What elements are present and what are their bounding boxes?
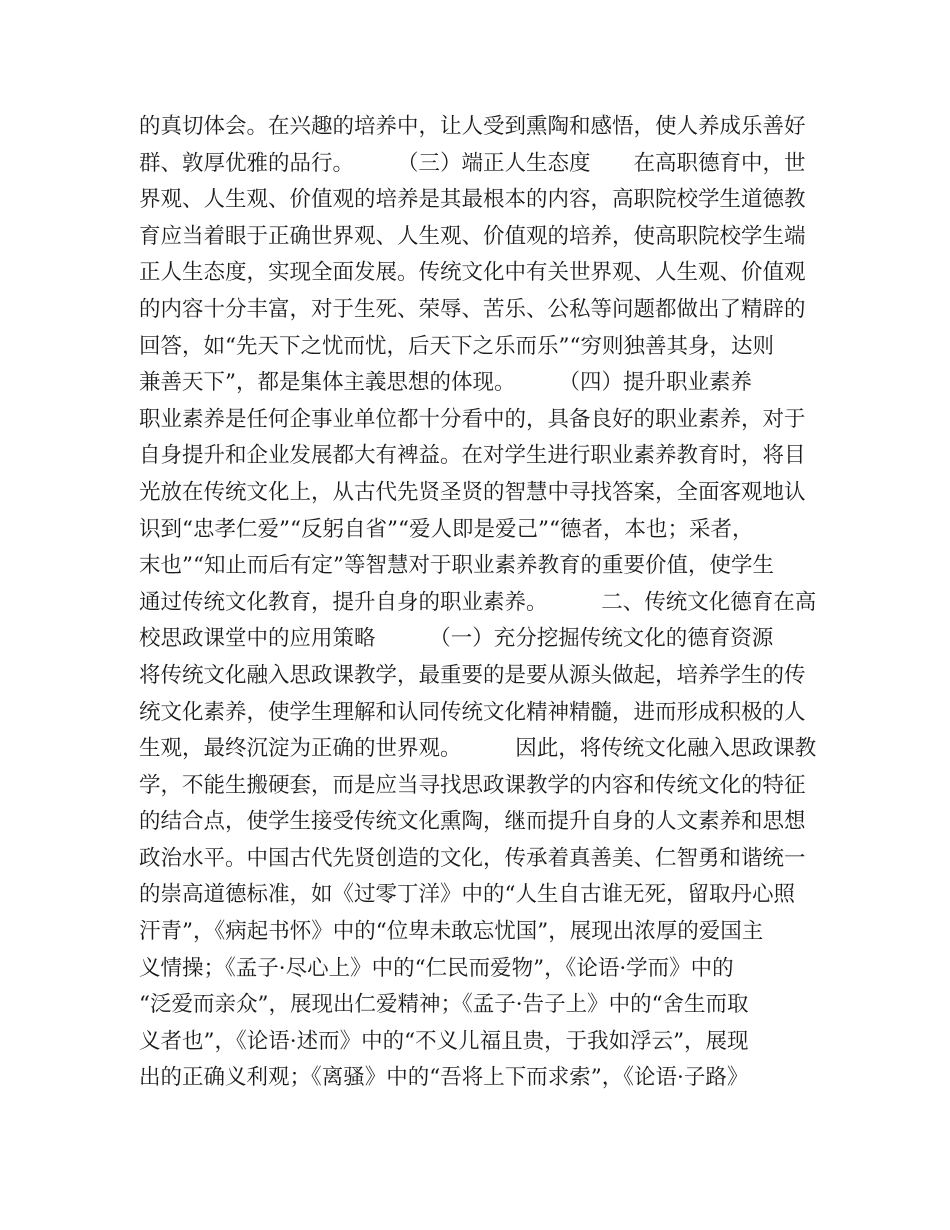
text-line: 政治水平。中国古代先贤创造的文化，传承着真善美、仁智勇和谐统一: [139, 845, 806, 871]
text-line: 的结合点，使学生接受传统文化熏陶，继而提升自身的人文素养和思想: [139, 809, 806, 835]
text-line: 义者也”，《论语·述而》中的“不义儿福且贵，于我如浮云”，展现: [139, 1028, 749, 1054]
text-line: 的内容十分丰富，对于生死、荣辱、苦乐、公私等问题都做出了精辟的: [139, 296, 806, 322]
text-line: 出的正确义利观；《离骚》中的“吾将上下而求索”，《论语·子路》: [139, 1065, 749, 1091]
body-text: [139, 109, 819, 1097]
text-line: 统文化素养，使学生理解和认同传统文化精神精髓，进而形成积极的人: [139, 699, 806, 725]
text-line: 义情操；《孟子·尽心上》中的“仁民而爱物”，《论语·学而》中的: [139, 955, 734, 981]
text-line: 学，不能生搬硬套，而是应当寻找思政课教学的内容和传统文化的特征: [139, 772, 806, 798]
text-line: 育应当着眼于正确世界观、人生观、价值观的培养，使高职院校学生端: [139, 223, 806, 249]
text-line: 正人生态度，实现全面发展。传统文化中有关世界观、人生观、价值观: [139, 260, 806, 286]
text-line: 生观，最终沉淀为正确的世界观。 因此，将传统文化融入思政课教: [139, 736, 817, 762]
text-line: 末也”“知止而后有定”等智慧对于职业素养教育的重要价值，使学生: [139, 553, 774, 579]
text-line: “泛爱而亲众”，展现出仁爱精神；《孟子·告子上》中的“舍生而取: [139, 992, 749, 1018]
text-line: 光放在传统文化上，从古代先贤圣贤的智慧中寻找答案，全面客观地认: [139, 479, 806, 505]
text-line: 界观、人生观、价值观的培养是其最根本的内容，高职院校学生道德教: [139, 187, 806, 213]
text-line: 自身提升和企业发展都大有裨益。在对学生进行职业素养教育时，将目: [139, 443, 806, 469]
text-line: 识到“忠孝仁爱”“反躬自省”“爱人即是爱己”“德者，本也；采者，: [139, 516, 754, 542]
text-line: 回答，如“先天下之忧而忧，后天下之乐而乐”“穷则独善其身，达则: [139, 333, 774, 359]
text-line: 通过传统文化教育，提升自身的职业素养。 二、传统文化德育在高: [139, 589, 817, 615]
text-line: 兼善天下”，都是集体主義思想的体现。 （四）提升职业素养: [139, 370, 774, 396]
text-line: 群、敦厚优雅的品行。 （三）端正人生态度 在高职德育中，世: [139, 150, 806, 176]
text-line: 汗青”，《病起书怀》中的“位卑未敢忘忧国”，展现出浓厚的爱国主: [139, 919, 764, 945]
text-line: 将传统文化融入思政课教学，最重要的是要从源头做起，培养学生的传: [139, 662, 806, 688]
text-line: 校思政课堂中的应用策略 （一）充分挖掘传统文化的德育资源: [139, 626, 795, 652]
text-line: 职业素养是任何企事业单位都十分看中的，具备良好的职业素养，对于: [139, 406, 806, 432]
text-line: 的真切体会。在兴趣的培养中，让人受到熏陶和感悟，使人养成乐善好: [139, 114, 806, 139]
text-line: 的崇高道德标准，如《过零丁洋》中的“人生自古谁无死，留取丹心照: [139, 882, 795, 908]
